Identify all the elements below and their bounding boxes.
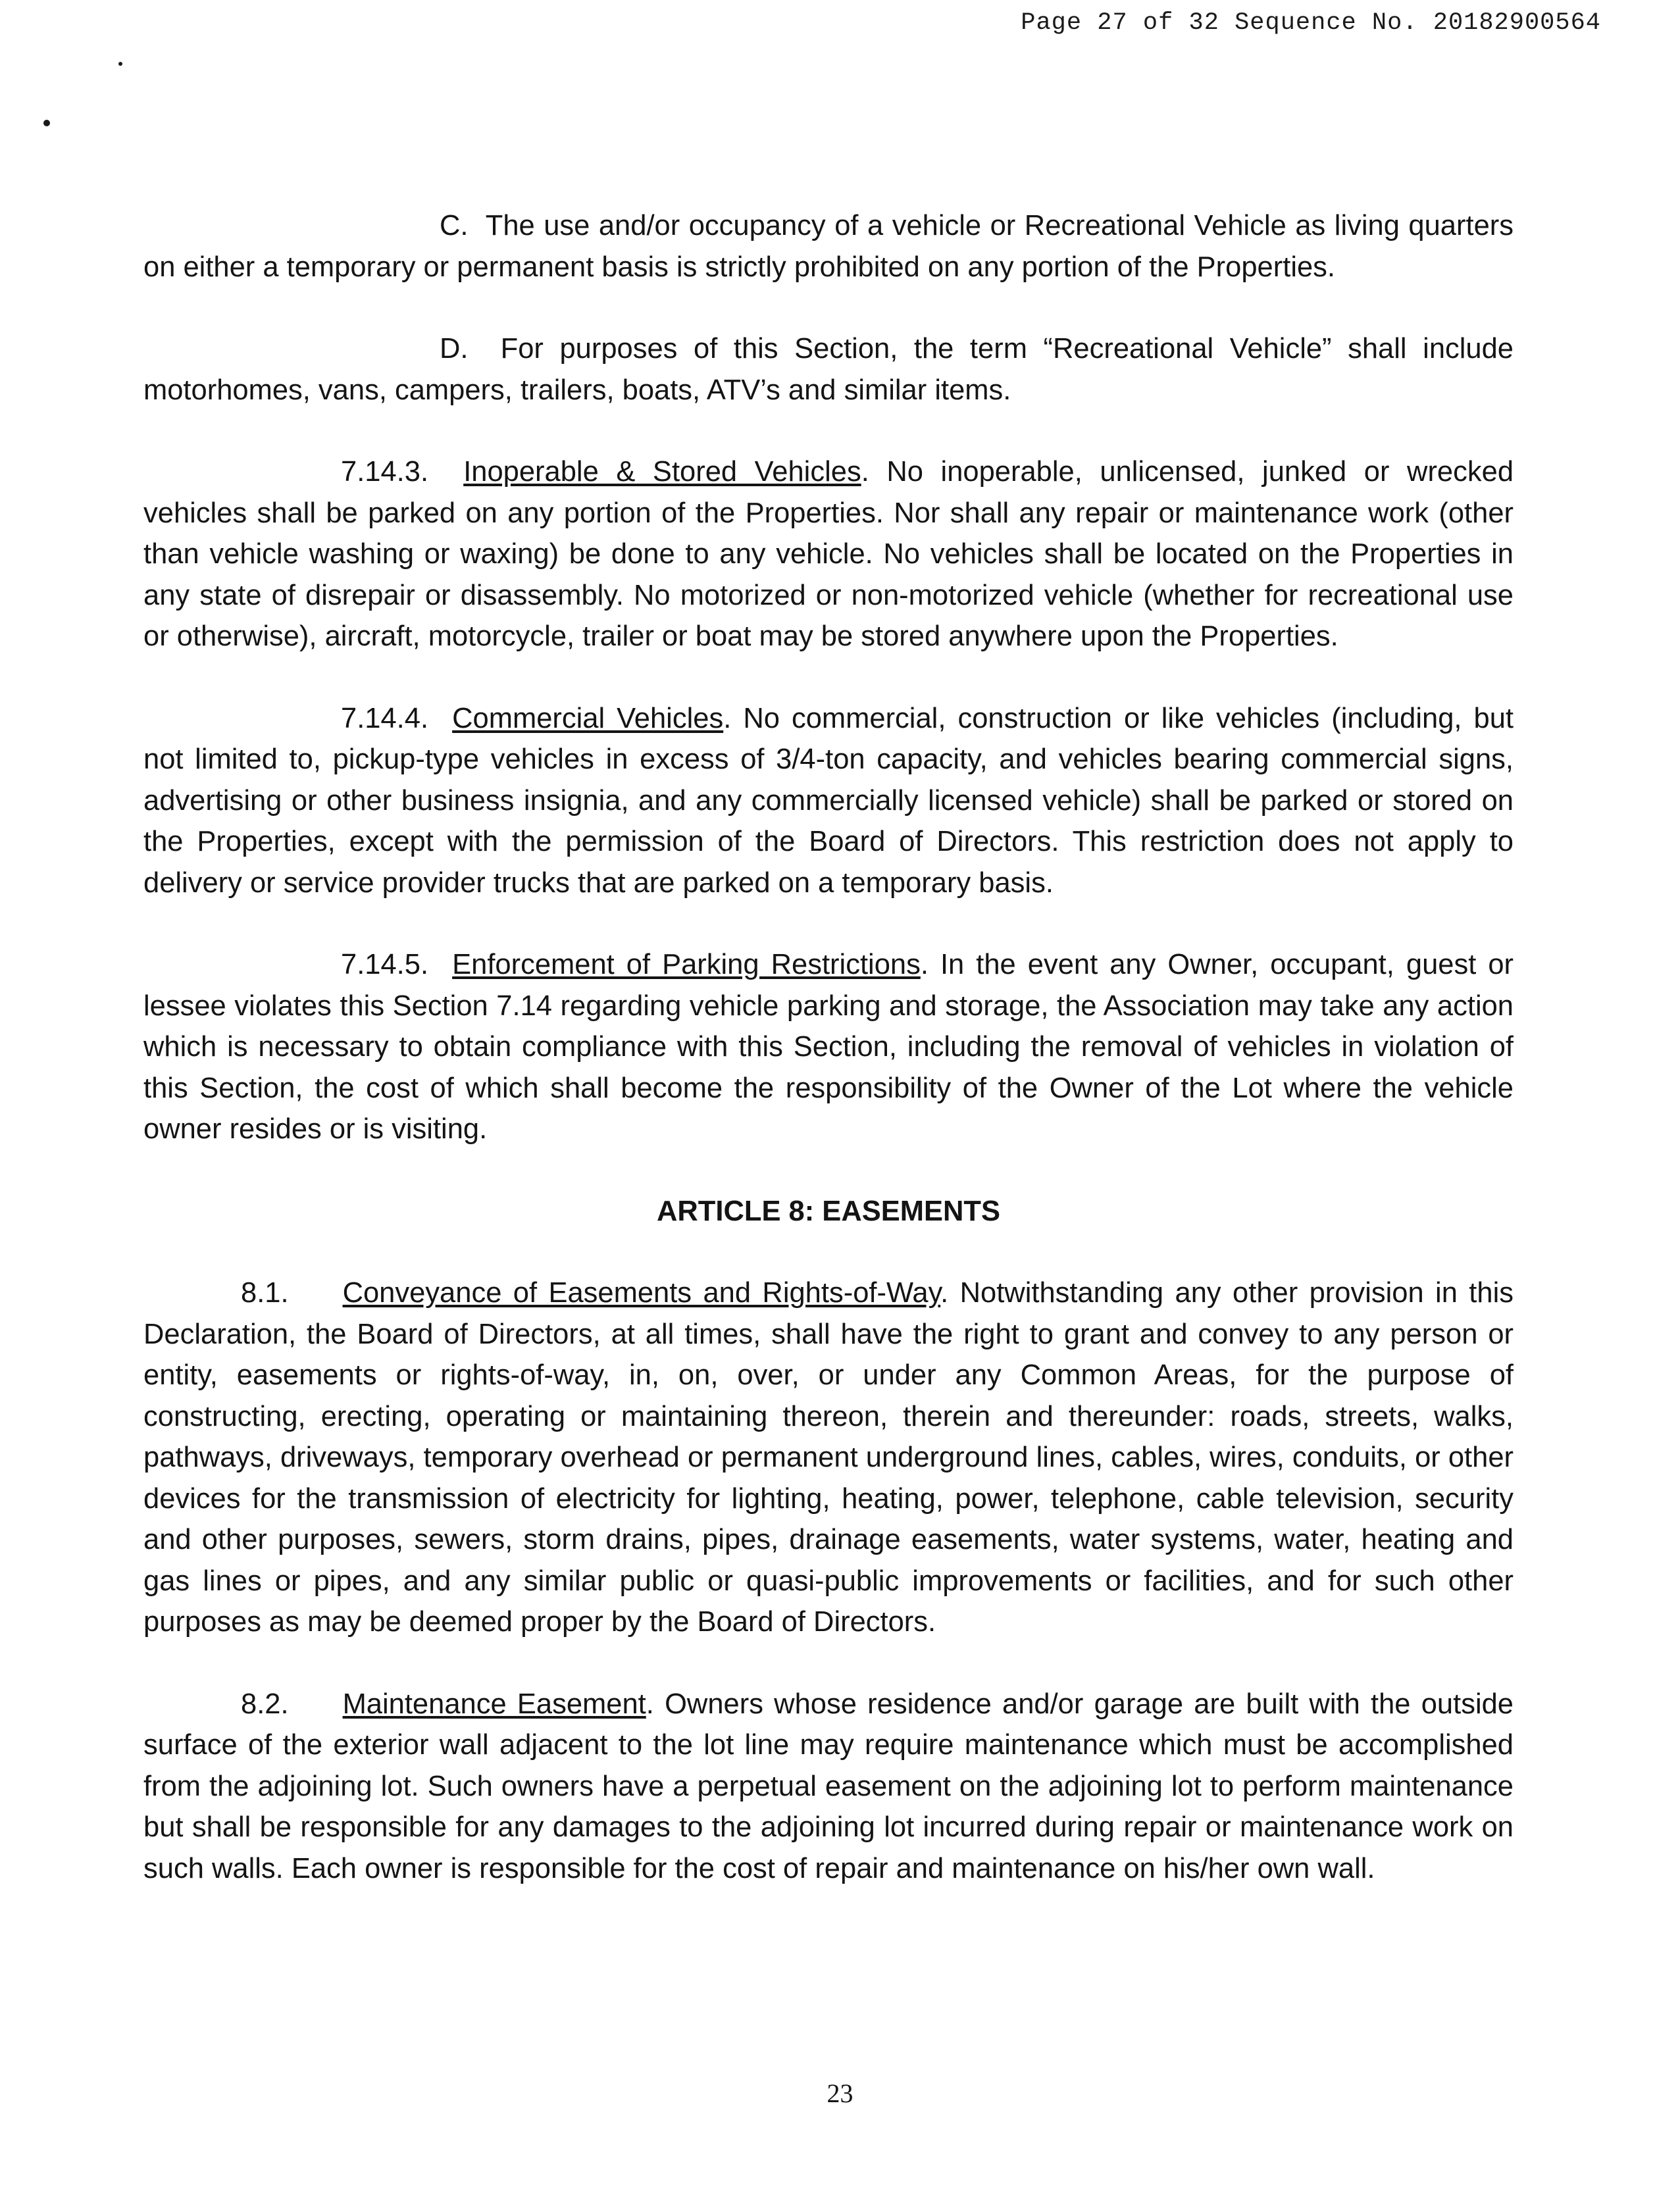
paragraph-text: The use and/or occupancy of a vehicle or Recreational Vehicle as living quarters on either a temporary or permanent basis is strictly prohibited on any portion of the Properties. xyxy=(143,210,1514,283)
section-title: Enforcement of Parking Restrictions xyxy=(452,949,921,980)
section-text: In the event any Owner, occupant, guest or lessee violates this Section 7.14 regarding vehicle parking and storage, the Association may take any action which is necessary to obtain compliance with this Section, including the removal of vehicles in violation of this Section, the cost of which shall become the responsibility of the Owner of the Lot where the vehicle owner resides or is visiting. xyxy=(143,949,1514,1145)
section-7-14-3: 7.14.3. Inoperable & Stored Vehicles. No inoperable, unlicensed, junked or wrecked vehicles shall be parked on any portion of the Properties. Nor shall any repair or maintenance work (other than vehicle washing or waxing) be done to any vehicle. No vehicles shall be located on the Properties in any state of disrepair or disassembly. No motorized or non-motorized vehicle (whether for recreational use or otherwise), aircraft, motorcycle, trailer or boat may be stored anywhere upon the Properties. xyxy=(143,456,1514,652)
section-number: 8.2. xyxy=(241,1688,289,1720)
paragraph-label: C. xyxy=(440,210,469,241)
scan-speck xyxy=(118,62,122,66)
paragraph-text: For purposes of this Section, the term “Recreational Vehicle” shall include motorhomes, vans, campers, trailers, boats, ATV’s and similar items. xyxy=(143,333,1514,406)
section-number: 7.14.5. xyxy=(341,949,429,980)
paragraph-label: D. xyxy=(440,333,469,365)
section-number: 7.14.3. xyxy=(341,456,429,488)
section-text: Notwithstanding any other provision in this Declaration, the Board of Directors, at all times, shall have the right to grant and convey to any person or entity, easements or rights-of-way, in, on, over, or under any Common Areas, for the purpose of constructing, erecting, operating or maintaining thereon, therein and thereunder: roads, streets, walks, pathways, driveways, temporary overhead or permanent underground lines, cables, wires, conduits, or other devices for the transmission of electricity for lighting, heating, power, telephone, cable television, security and other purposes, sewers, storm drains, pipes, drainage easements, water systems, water, heating and gas lines or pipes, and any similar public or quasi-public improvements or facilities, and for such other purposes as may be deemed proper by the Board of Directors. xyxy=(143,1277,1514,1638)
section-8-1: 8.1. Conveyance of Easements and Rights-of-Way. Notwithstanding any other provision in this Declaration, the Board of Directors, at all times, shall have the right to grant and convey to any person or entity, easements or rights-of-way, in, on, over, or under any Common Areas, for the purpose of constructing, erecting, operating or maintaining thereon, therein and thereunder: roads, streets, walks, pathways, driveways, temporary overhead or permanent underground lines, cables, wires, conduits, or other devices for the transmission of electricity for lighting, heating, power, telephone, cable television, security and other purposes, sewers, storm drains, pipes, drainage easements, water systems, water, heating and gas lines or pipes, and any similar public or quasi-public improvements or facilities, and for such other purposes as may be deemed proper by the Board of Directors. xyxy=(143,1277,1514,1638)
section-number: 7.14.4. xyxy=(341,702,429,734)
section-7-14-4: 7.14.4. Commercial Vehicles. No commercial, construction or like vehicles (including, but not limited to, pickup-type vehicles in excess of 3/4-ton capacity, and vehicles bearing commercial signs, advertising or other business insignia, and any commercially licensed vehicle) shall be parked or stored on the Properties, except with the permission of the Board of Directors. This restriction does not apply to delivery or service provider trucks that are parked on a temporary basis. xyxy=(143,702,1514,899)
scan-speck xyxy=(43,120,50,126)
section-text: No commercial, construction or like vehicles (including, but not limited to, pickup-type vehicles in excess of 3/4-ton capacity, and vehicles bearing commercial signs, advertising or other business insignia, and any commercially licensed vehicle) shall be parked or stored on the Properties, except with the permission of the Board of Directors. This restriction does not apply to delivery or service provider trucks that are parked on a temporary basis. xyxy=(143,702,1514,899)
paragraph-d xyxy=(143,328,1514,411)
page-number: 23 xyxy=(827,2079,853,2108)
section-title: Commercial Vehicles xyxy=(452,702,724,734)
section-title: Conveyance of Easements and Rights-of-Way xyxy=(342,1277,941,1309)
document-body xyxy=(143,205,1514,1889)
section-title: Maintenance Easement xyxy=(342,1688,646,1720)
article-heading: ARTICLE 8: EASEMENTS xyxy=(656,1195,1001,1227)
paragraph-c xyxy=(143,205,1514,288)
section-title: Inoperable & Stored Vehicles xyxy=(463,456,861,488)
section-number: 8.1. xyxy=(241,1277,289,1309)
section-text: No inoperable, unlicensed, junked or wrecked vehicles shall be parked on any portion of the Properties. Nor shall any repair or maintenance work (other than vehicle washing or waxing) be done to any vehicle. No vehicles shall be located on the Properties in any state of disrepair or disassembly. No motorized or non-motorized vehicle (whether for recreational use or otherwise), aircraft, motorcycle, trailer or boat may be stored anywhere upon the Properties. xyxy=(143,456,1514,652)
section-8-2: 8.2. Maintenance Easement. Owners whose residence and/or garage are built with the outside surface of the exterior wall adjacent to the lot line may require maintenance which must be accomplished from the adjoining lot. Such owners have a perpetual easement on the adjoining lot to perform maintenance but shall be responsible for any damages to the adjoining lot incurred during repair or maintenance work on such walls. Each owner is responsible for the cost of repair and maintenance on his/her own wall. xyxy=(143,1688,1514,1884)
section-text: Owners whose residence and/or garage are built with the outside surface of the exterior wall adjacent to the lot line may require maintenance which must be accomplished from the adjoining lot. Such owners have a perpetual easement on the adjoining lot to perform maintenance but shall be responsible for any damages to the adjoining lot incurred during repair or maintenance work on such walls. Each owner is responsible for the cost of repair and maintenance on his/her own wall. xyxy=(143,1688,1514,1884)
page-sequence-header: Page 27 of 32 Sequence No. 20182900564 xyxy=(1021,9,1601,37)
section-7-14-5: 7.14.5. Enforcement of Parking Restrictions. In the event any Owner, occupant, guest or lessee violates this Section 7.14 regarding vehicle parking and storage, the Association may take any action which is necessary to obtain compliance with this Section, including the removal of vehicles in violation of this Section, the cost of which shall become the responsibility of the Owner of the Lot where the vehicle owner resides or is visiting. xyxy=(143,949,1514,1145)
